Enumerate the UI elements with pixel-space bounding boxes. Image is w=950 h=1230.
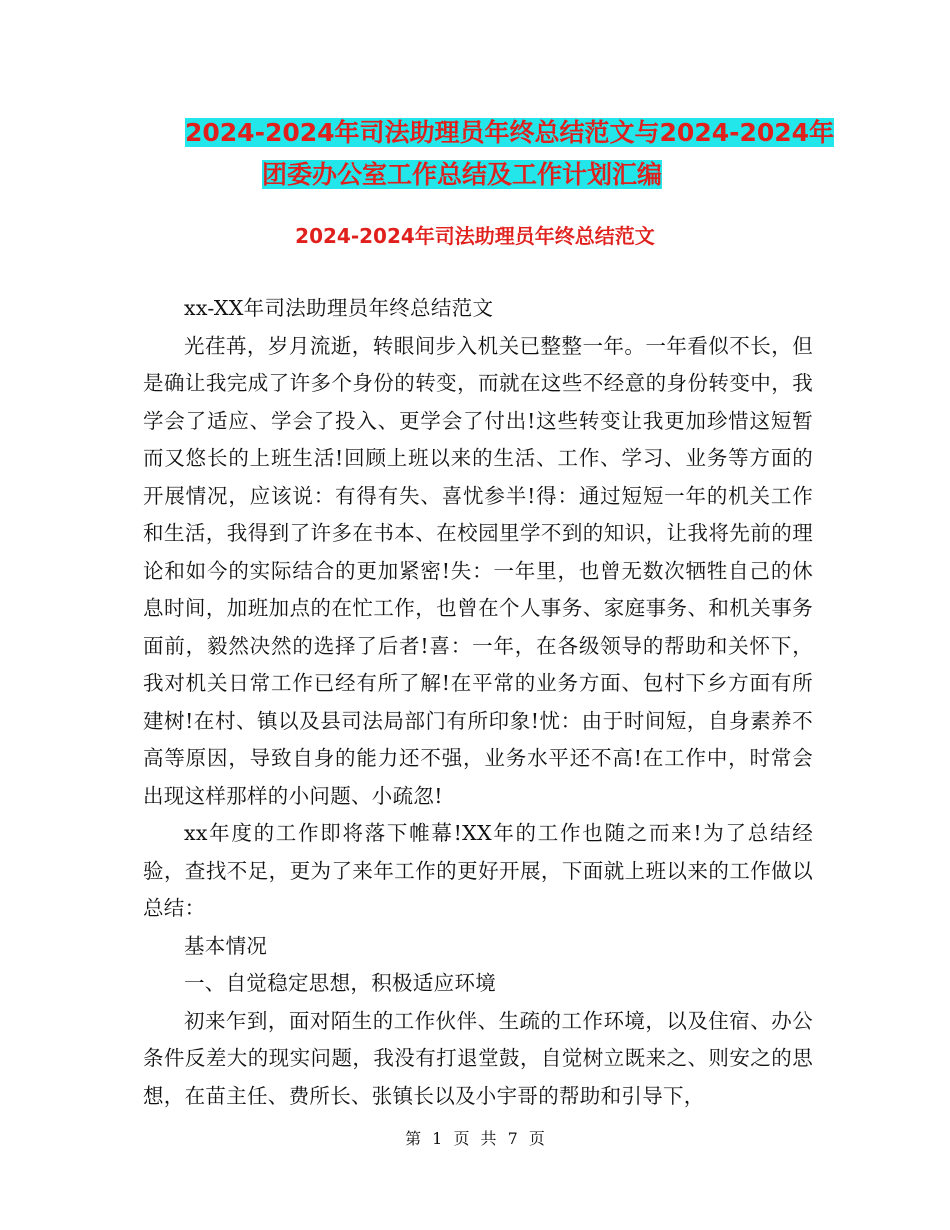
section-heading: 一、自觉稳定思想，积极适应环境 <box>184 971 496 995</box>
section-heading: 基本情况 <box>184 933 268 958</box>
title-line-2: 团委办公室工作总结及工作计划汇编 <box>262 160 663 189</box>
paragraph: 初来乍到，面对陌生的工作伙伴、生疏的工作环境，以及住宿、办公条件反差大的现实问题，我没有打退堂鼓，自觉树立既来之、则安之的思想，在苗主任、费所长、张镇长以及小宇哥的帮助和引导下， <box>143 1008 813 1108</box>
document-title <box>140 112 835 196</box>
paragraph: 光荏苒，岁月流逝，转眼间步入机关已整整一年。一年看似不长，但是确让我完成了许多个身份的转变，而就在这些不经意的身份转变中，我学会了适应、学会了投入、更学会了付出!这些转变让我更加珍惜这短暂而又悠长的上班生活!回顾上班以来的生活、工作、学习、业务等方面的开展情况，应该说：有得有失、喜忧参半!得：通过短短一年的机关工作和生活，我得到了许多在书本、在校园里学不到的知识，让我将先前的理论和如今的实际结合的更加紧密!失：一年里，也曾无数次牺牲自己的休息时间，加班加点的在忙工作，也曾在个人事务、家庭事务、和机关事务面前，毅然决然的选择了后者!喜：一年，在各级领导的帮助和关怀下，我对机关日常工作已经有所了解!在平常的业务方面、包村下乡方面有所建树!在村、镇以及县司法局部门有所印象!忧：由于时间短，自身素养不高等原因，导致自身的能力还不强，业务水平还不高!在工作中，时常会出现这样那样的小问题、小疏忽! <box>143 333 813 808</box>
title-line-1: 2024-2024年司法助理员年终总结范文与2024-2024年 <box>185 118 835 147</box>
page-footer: 第 1 页 共 7 页 <box>405 1129 545 1148</box>
paragraph: xx年度的工作即将落下帷幕!XX年的工作也随之而来!为了总结经验，查找不足，更为了来年工作的更好开展，下面就上班以来的工作做以总结： <box>143 821 813 920</box>
section-title: 2024-2024年司法助理员年终总结范文 <box>295 224 655 248</box>
paragraph-heading: xx-XX年司法助理员年终总结范文 <box>184 296 494 320</box>
document-body <box>143 290 813 1115</box>
